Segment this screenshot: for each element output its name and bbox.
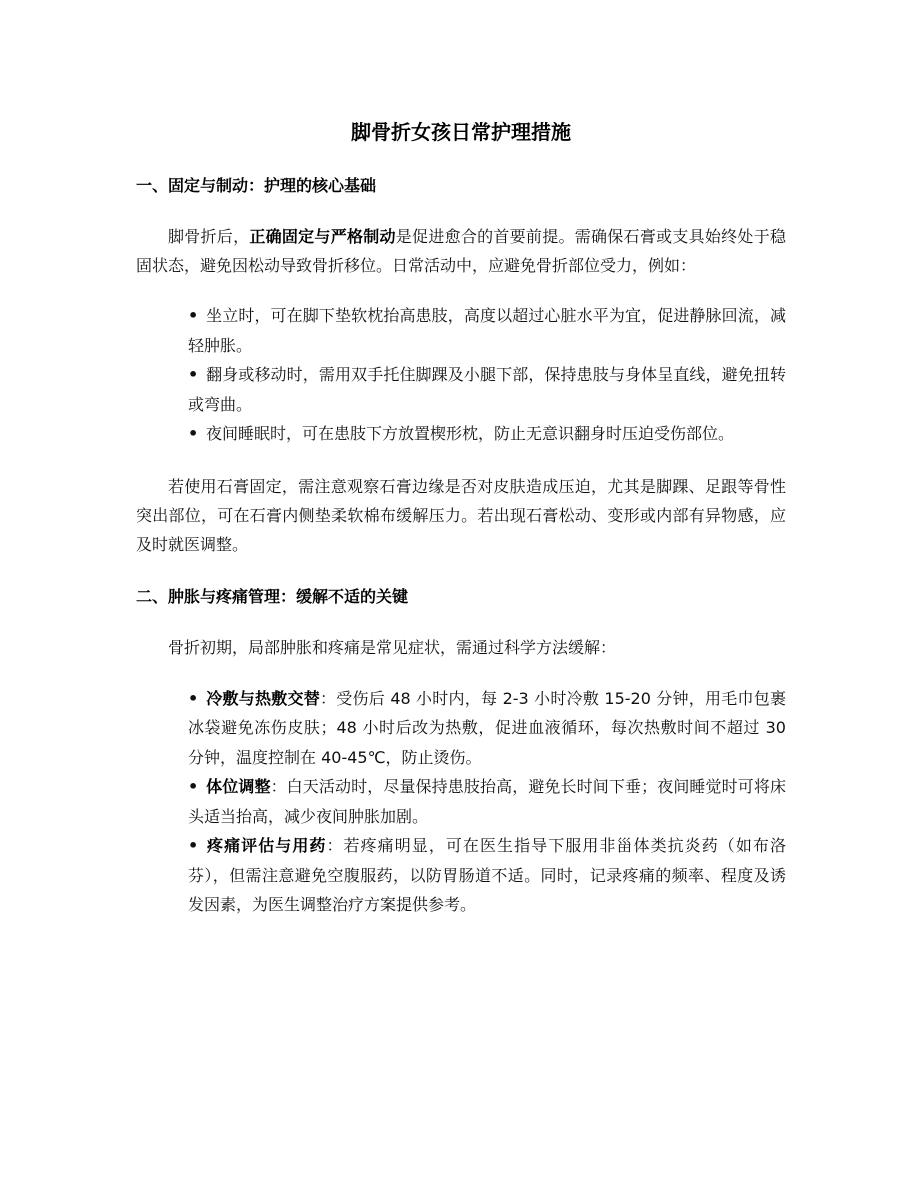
bullet-icon: • <box>188 424 199 443</box>
bullet-icon: • <box>188 365 199 384</box>
list-item <box>188 831 786 920</box>
list-item-bold: 疼痛评估与用药 <box>206 836 327 855</box>
document-title: 脚骨折女孩日常护理措施 <box>351 120 571 144</box>
para-text: 是促进愈合的首要前提。需确保石膏或支具始终处于稳固状态，避免因松动导致骨折移位。日常活动中，应避免骨折部位受力，例如： <box>136 227 786 275</box>
list-item-text: ：白天活动时，尽量保持患肢抬高，避免长时间下垂；夜间睡觉时可将床头适当抬高，减少夜间肿胀加剧。 <box>188 777 786 826</box>
section-1-bullet-list <box>136 301 786 449</box>
list-item-bold: 冷敷与热敷交替 <box>206 688 320 708</box>
bullet-icon: • <box>188 306 199 325</box>
bullet-icon: • <box>188 688 199 708</box>
section-2-bullet-list <box>136 684 786 920</box>
list-item <box>188 360 786 419</box>
section-2-intro: 骨折初期，局部肿胀和疼痛是常见症状，需通过科学方法缓解： <box>168 637 617 657</box>
list-item-text: 夜间睡眠时，可在患肢下方放置楔形枕，防止无意识翻身时压迫受伤部位。 <box>206 424 735 443</box>
section-1-paragraph-2: 若使用石膏固定，需注意观察石膏边缘是否对皮肤造成压迫，尤其是脚踝、足跟等骨性突出部位，可在石膏内侧垫柔软棉布缓解压力。若出现石膏松动、变形或内部有异物感，应及时就医调整。 <box>136 476 786 554</box>
list-item <box>188 684 786 773</box>
list-item-bold: 体位调整 <box>206 777 271 796</box>
para-bold: 正确固定与严格制动 <box>249 227 396 246</box>
list-item-text: ：若疼痛明显，可在医生指导下服用非甾体类抗炎药（如布洛芬），但需注意避免空腹服药，以防胃肠道不适。同时，记录疼痛的频率、程度及诱发因素，为医生调整治疗方案提供参考。 <box>188 836 786 914</box>
section-1-paragraph-1 <box>136 222 786 280</box>
list-item <box>188 301 786 360</box>
bullet-icon: • <box>188 836 199 855</box>
para-text: 脚骨折后， <box>168 227 250 246</box>
list-item <box>188 772 786 831</box>
list-item <box>188 419 786 449</box>
section-1-heading: 一、固定与制动：护理的核心基础 <box>136 176 377 195</box>
section-2-heading: 二、肿胀与疼痛管理：缓解不适的关键 <box>136 586 409 606</box>
list-item-text: 坐立时，可在脚下垫软枕抬高患肢，高度以超过心脏水平为宜，促进静脉回流，减轻肿胀。 <box>188 306 786 355</box>
list-item-text: 翻身或移动时，需用双手托住脚踝及小腿下部，保持患肢与身体呈直线，避免扭转或弯曲。 <box>188 365 786 414</box>
bullet-icon: • <box>188 777 199 796</box>
list-item-text: ：受伤后 48 小时内，每 2-3 小时冷敷 15-20 分钟，用毛巾包裹冰袋避免冻伤皮肤；48 小时后改为热敷，促进血液循环，每次热敷时间不超过 30 分钟，温度控制在 40-45℃，防止烫伤。 <box>188 688 786 767</box>
